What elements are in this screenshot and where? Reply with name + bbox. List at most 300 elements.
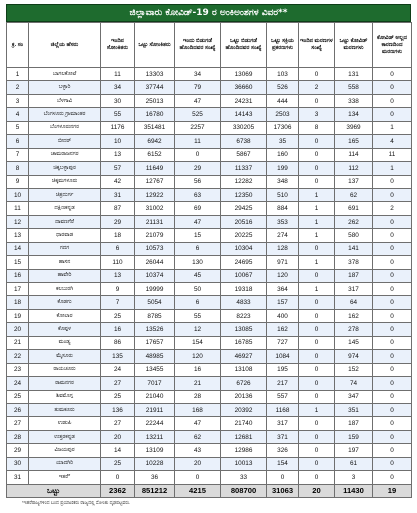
today-discharged-cell: 2257	[175, 121, 221, 134]
active-cases-cell: 317	[267, 417, 299, 430]
today-deaths-cell: 0	[299, 175, 335, 188]
active-cases-cell: 348	[267, 175, 299, 188]
district-cell: ಕೊಪ್ಪಳ	[29, 323, 101, 336]
table-row	[7, 229, 412, 242]
active-cases-cell: 17306	[267, 121, 299, 134]
active-cases-cell: 1084	[267, 350, 299, 363]
total-covid-deaths-cell: 187	[335, 269, 373, 282]
today-discharged-cell: 45	[175, 269, 221, 282]
total-infected-cell: 5054	[135, 296, 175, 309]
total-covid-deaths-cell: 137	[335, 175, 373, 188]
header-serial: ಕ್ರ. ಸಂ	[7, 23, 29, 68]
total-discharged-cell: 6738	[221, 135, 267, 148]
table-header-row	[7, 23, 412, 68]
table-row	[7, 188, 412, 201]
total-covid-deaths-cell: 114	[335, 148, 373, 161]
serial-cell: 22	[7, 350, 29, 363]
serial-cell: 24	[7, 377, 29, 390]
table-row	[7, 296, 412, 309]
serial-cell: 3	[7, 94, 29, 107]
total-infected-cell: 11649	[135, 162, 175, 175]
active-cases-cell: 195	[267, 363, 299, 376]
total-infected-cell: 21131	[135, 215, 175, 228]
today-discharged-cell: 130	[175, 256, 221, 269]
today-deaths-cell: 0	[299, 94, 335, 107]
active-cases-cell: 199	[267, 162, 299, 175]
total-infected-cell: 10374	[135, 269, 175, 282]
header-non-covid-deaths: ಕೋವಿಡ್ ಅಲ್ಲದ ಕಾರಣದಿಂದ ಮರಣಗಳು	[373, 23, 412, 68]
total-discharged-cell: 20225	[221, 229, 267, 242]
total-discharged-cell: 20136	[221, 390, 267, 403]
non-covid-deaths-cell: 0	[373, 363, 412, 376]
today-deaths-cell: 0	[299, 135, 335, 148]
active-cases-cell: 510	[267, 188, 299, 201]
today-deaths-cell: 0	[299, 68, 335, 81]
today-discharged-cell: 12	[175, 323, 221, 336]
table-row	[7, 350, 412, 363]
total-covid-deaths-cell: 317	[335, 283, 373, 296]
total-covid-deaths-cell: 3	[335, 471, 373, 484]
total-covid-deaths-cell: 3969	[335, 121, 373, 134]
table-row	[7, 162, 412, 175]
today-discharged-cell: 28	[175, 390, 221, 403]
today-discharged-cell: 69	[175, 202, 221, 215]
total-covid-deaths-cell: 159	[335, 430, 373, 443]
total-discharged-cell: 10013	[221, 457, 267, 470]
district-cell: ಬಾಗಲಕೋಟೆ	[29, 68, 101, 81]
total-infected-cell: 13211	[135, 430, 175, 443]
total-discharged-cell: 6726	[221, 377, 267, 390]
table-row	[7, 94, 412, 107]
district-cell: ಯಾದಗಿರಿ	[29, 457, 101, 470]
today-infected-cell: 27	[101, 417, 135, 430]
total-discharged-cell: 10304	[221, 242, 267, 255]
today-infected-cell: 10	[101, 135, 135, 148]
active-cases-cell: 103	[267, 68, 299, 81]
serial-cell: 7	[7, 148, 29, 161]
total-covid-deaths-cell: 61	[335, 457, 373, 470]
non-covid-deaths-cell: 0	[373, 377, 412, 390]
total-infected-cell: 19999	[135, 283, 175, 296]
today-infected-cell: 27	[101, 377, 135, 390]
active-cases-cell: 727	[267, 336, 299, 349]
today-discharged-cell: 47	[175, 215, 221, 228]
today-discharged-cell: 79	[175, 81, 221, 94]
today-deaths-cell: 0	[299, 309, 335, 322]
total-infected-cell: 48985	[135, 350, 175, 363]
total-infected-cell: 16780	[135, 108, 175, 121]
header-today-discharged: ಇಂದು ಬಿಡುಗಡೆ ಹೊಂದಿದವರ ಸಂಖ್ಯೆ	[175, 23, 221, 68]
table-row	[7, 417, 412, 430]
total-infected-cell: 17657	[135, 336, 175, 349]
total-discharged-cell: 4833	[221, 296, 267, 309]
today-infected-cell: 1176	[101, 121, 135, 134]
today-infected-cell: 20	[101, 430, 135, 443]
district-cell: ಹಾವೇರಿ	[29, 269, 101, 282]
district-cell: ಮಂಡ್ಯ	[29, 336, 101, 349]
total-discharged-cell: 13069	[221, 68, 267, 81]
total-infected-cell: 6942	[135, 135, 175, 148]
total-discharged-cell: 20516	[221, 215, 267, 228]
today-deaths-cell: 0	[299, 430, 335, 443]
district-cell: ಬಳ್ಳಾರಿ	[29, 81, 101, 94]
table-row	[7, 309, 412, 322]
serial-cell: 12	[7, 215, 29, 228]
today-infected-cell: 24	[101, 363, 135, 376]
district-cell: ತುಮಕೂರು	[29, 403, 101, 416]
today-discharged-cell: 50	[175, 283, 221, 296]
serial-cell: 27	[7, 417, 29, 430]
district-cell: ಕೋಲಾರ	[29, 309, 101, 322]
today-infected-cell: 34	[101, 81, 135, 94]
total-infected-cell: 13526	[135, 323, 175, 336]
serial-cell: 21	[7, 336, 29, 349]
total-discharged-cell: 46927	[221, 350, 267, 363]
total-infected-cell: 21079	[135, 229, 175, 242]
total-label: ಒಟ್ಟು	[7, 484, 101, 497]
total-total-discharged: 808700	[221, 484, 267, 497]
today-infected-cell: 7	[101, 296, 135, 309]
total-infected-cell: 8785	[135, 309, 175, 322]
table-row	[7, 135, 412, 148]
today-discharged-cell: 15	[175, 229, 221, 242]
header-total-discharged: ಒಟ್ಟು ಬಿಡುಗಡೆ ಹೊಂದಿದವರ ಸಂಖ್ಯೆ	[221, 23, 267, 68]
total-infected-cell: 12922	[135, 188, 175, 201]
total-discharged-cell: 21740	[221, 417, 267, 430]
today-infected-cell: 29	[101, 215, 135, 228]
non-covid-deaths-cell: 0	[373, 430, 412, 443]
serial-cell: 19	[7, 309, 29, 322]
today-discharged-cell: 0	[175, 148, 221, 161]
non-covid-deaths-cell: 0	[373, 242, 412, 255]
header-today-deaths: ಇಂದಿನ ಮರಣಗಳ ಸಂಖ್ಯೆ	[299, 23, 335, 68]
total-infected-cell: 7017	[135, 377, 175, 390]
non-covid-deaths-cell: 0	[373, 256, 412, 269]
total-discharged-cell: 16785	[221, 336, 267, 349]
active-cases-cell: 444	[267, 94, 299, 107]
table-row	[7, 202, 412, 215]
active-cases-cell: 2503	[267, 108, 299, 121]
total-today-infected: 2362	[101, 484, 135, 497]
total-covid-deaths-cell: 187	[335, 417, 373, 430]
total-infected-cell: 25013	[135, 94, 175, 107]
active-cases-cell: 971	[267, 256, 299, 269]
total-covid-deaths-cell: 165	[335, 135, 373, 148]
today-infected-cell: 11	[101, 68, 135, 81]
today-infected-cell: 87	[101, 202, 135, 215]
serial-cell: 10	[7, 188, 29, 201]
total-infected-cell: 351481	[135, 121, 175, 134]
district-cell: ಚಿಕ್ಕಬಳ್ಳಾಪುರ	[29, 162, 101, 175]
district-cell: ವಿಜಯಪುರ	[29, 444, 101, 457]
serial-cell: 25	[7, 390, 29, 403]
non-covid-deaths-cell: 0	[373, 175, 412, 188]
total-covid-deaths-cell: 262	[335, 215, 373, 228]
total-covid-deaths: 11430	[335, 484, 373, 497]
non-covid-deaths-cell: 1	[373, 121, 412, 134]
non-covid-deaths-cell: 0	[373, 94, 412, 107]
table-row	[7, 444, 412, 457]
table-row	[7, 269, 412, 282]
serial-cell: 20	[7, 323, 29, 336]
total-discharged-cell: 12282	[221, 175, 267, 188]
total-covid-deaths-cell: 974	[335, 350, 373, 363]
total-discharged-cell: 33	[221, 471, 267, 484]
total-covid-deaths-cell: 141	[335, 242, 373, 255]
active-cases-cell: 35	[267, 135, 299, 148]
total-discharged-cell: 13085	[221, 323, 267, 336]
district-cell: ದಕ್ಷಿಣಕನ್ನಡ	[29, 202, 101, 215]
today-deaths-cell: 1	[299, 403, 335, 416]
total-discharged-cell: 5867	[221, 148, 267, 161]
active-cases-cell: 400	[267, 309, 299, 322]
non-covid-deaths-cell: 0	[373, 283, 412, 296]
non-covid-deaths-cell: 0	[373, 296, 412, 309]
total-infected-cell: 26044	[135, 256, 175, 269]
today-infected-cell: 18	[101, 229, 135, 242]
today-deaths-cell: 0	[299, 269, 335, 282]
total-covid-deaths-cell: 691	[335, 202, 373, 215]
district-cell: ಬೆಳಗಾವಿ	[29, 94, 101, 107]
non-covid-deaths-cell: 11	[373, 148, 412, 161]
today-infected-cell: 0	[101, 471, 135, 484]
active-cases-cell: 1168	[267, 403, 299, 416]
today-infected-cell: 14	[101, 444, 135, 457]
total-covid-deaths-cell: 347	[335, 390, 373, 403]
district-cell: ಚಿಕ್ಕಮಗಳೂರು	[29, 175, 101, 188]
table-row	[7, 81, 412, 94]
non-covid-deaths-cell: 4	[373, 135, 412, 148]
total-infected-cell: 21040	[135, 390, 175, 403]
header-district: ಜಿಲ್ಲೆಯ ಹೆಸರು	[29, 23, 101, 68]
total-infected-cell: 36	[135, 471, 175, 484]
active-cases-cell: 128	[267, 242, 299, 255]
active-cases-cell: 160	[267, 148, 299, 161]
today-infected-cell: 30	[101, 94, 135, 107]
serial-cell: 15	[7, 256, 29, 269]
today-infected-cell: 13	[101, 269, 135, 282]
today-deaths-cell: 0	[299, 242, 335, 255]
total-discharged-cell: 36660	[221, 81, 267, 94]
serial-cell: 13	[7, 229, 29, 242]
today-discharged-cell: 0	[175, 471, 221, 484]
district-cell: ಕಲಬುರಗಿ	[29, 283, 101, 296]
district-stats-table	[6, 22, 412, 498]
table-row	[7, 336, 412, 349]
active-cases-cell: 557	[267, 390, 299, 403]
table-row	[7, 403, 412, 416]
today-discharged-cell: 16	[175, 363, 221, 376]
table-row	[7, 256, 412, 269]
total-covid-deaths-cell: 134	[335, 108, 373, 121]
table-row	[7, 108, 412, 121]
today-deaths-cell: 8	[299, 121, 335, 134]
non-covid-deaths-cell: 0	[373, 457, 412, 470]
total-covid-deaths-cell: 145	[335, 336, 373, 349]
total-covid-deaths-cell: 338	[335, 94, 373, 107]
district-cell: ಬೆಂಗಳೂರು ಗ್ರಾಮಾಂತರ	[29, 108, 101, 121]
serial-cell: 11	[7, 202, 29, 215]
today-deaths-cell: 2	[299, 81, 335, 94]
total-infected-cell: 22244	[135, 417, 175, 430]
today-discharged-cell: 168	[175, 403, 221, 416]
total-discharged-cell: 24695	[221, 256, 267, 269]
serial-cell: 29	[7, 444, 29, 457]
total-covid-deaths-cell: 351	[335, 403, 373, 416]
table-body	[7, 68, 412, 485]
serial-cell: 4	[7, 108, 29, 121]
today-discharged-cell: 21	[175, 377, 221, 390]
non-covid-deaths-cell: 0	[373, 417, 412, 430]
total-discharged-cell: 24231	[221, 94, 267, 107]
total-covid-deaths-cell: 378	[335, 256, 373, 269]
today-discharged-cell: 154	[175, 336, 221, 349]
today-infected-cell: 110	[101, 256, 135, 269]
table-row	[7, 457, 412, 470]
serial-cell: 16	[7, 269, 29, 282]
district-cell: ಚಾಮರಾಜನಗರ	[29, 148, 101, 161]
total-today-discharged: 4215	[175, 484, 221, 497]
today-infected-cell: 55	[101, 108, 135, 121]
today-discharged-cell: 29	[175, 162, 221, 175]
active-cases-cell: 217	[267, 377, 299, 390]
footnote: *ಇತರೆರಾಜ್ಯಗಳಿಂದ ಬಂದ ಪ್ರಯಾಣಿಕರು ರಾಜ್ಯದಲ್ಲಿ ಸೋಂಕು ದೃಢಪಟ್ಟವರು.	[22, 499, 131, 505]
serial-cell: 31	[7, 471, 29, 484]
total-infected-cell: 10573	[135, 242, 175, 255]
non-covid-deaths-cell: 0	[373, 229, 412, 242]
table-row	[7, 175, 412, 188]
total-discharged-cell: 19318	[221, 283, 267, 296]
today-deaths-cell: 0	[299, 350, 335, 363]
serial-cell: 8	[7, 162, 29, 175]
total-covid-deaths-cell: 197	[335, 444, 373, 457]
district-cell: ರಾಮನಗರ	[29, 377, 101, 390]
total-discharged-cell: 10067	[221, 269, 267, 282]
today-discharged-cell: 47	[175, 417, 221, 430]
serial-cell: 17	[7, 283, 29, 296]
non-covid-deaths-cell: 0	[373, 269, 412, 282]
serial-cell: 6	[7, 135, 29, 148]
non-covid-deaths-cell: 0	[373, 471, 412, 484]
non-covid-deaths-cell: 0	[373, 215, 412, 228]
active-cases-cell: 157	[267, 296, 299, 309]
serial-cell: 5	[7, 121, 29, 134]
total-discharged-cell: 8223	[221, 309, 267, 322]
total-infected-cell: 37744	[135, 81, 175, 94]
table-row	[7, 148, 412, 161]
total-covid-deaths-cell: 558	[335, 81, 373, 94]
active-cases-cell: 353	[267, 215, 299, 228]
total-today-deaths: 20	[299, 484, 335, 497]
district-cell: ಚಿತ್ರದುರ್ಗ	[29, 188, 101, 201]
non-covid-deaths-cell: 1	[373, 162, 412, 175]
today-discharged-cell: 20	[175, 457, 221, 470]
active-cases-cell: 884	[267, 202, 299, 215]
serial-cell: 14	[7, 242, 29, 255]
today-discharged-cell: 62	[175, 430, 221, 443]
header-today-infected: ಇಂದಿನ ಸೋಂಕಿತರು	[101, 23, 135, 68]
today-deaths-cell: 0	[299, 471, 335, 484]
today-deaths-cell: 0	[299, 444, 335, 457]
table-row	[7, 430, 412, 443]
today-deaths-cell: 0	[299, 390, 335, 403]
serial-cell: 30	[7, 457, 29, 470]
today-infected-cell: 25	[101, 390, 135, 403]
district-cell: ಧಾರವಾಡ	[29, 229, 101, 242]
total-covid-deaths-cell: 112	[335, 162, 373, 175]
today-discharged-cell: 120	[175, 350, 221, 363]
today-discharged-cell: 55	[175, 309, 221, 322]
total-covid-deaths-cell: 74	[335, 377, 373, 390]
today-infected-cell: 135	[101, 350, 135, 363]
report-title: ಜಿಲ್ಲಾವಾರು ಕೋವಿಡ್-19 ರ ಅಂಕಿಅಂಶಗಳ ವಿವರ**	[6, 4, 411, 22]
total-discharged-cell: 12681	[221, 430, 267, 443]
today-infected-cell: 6	[101, 242, 135, 255]
non-covid-deaths-cell: 0	[373, 403, 412, 416]
total-discharged-cell: 11337	[221, 162, 267, 175]
today-discharged-cell: 6	[175, 242, 221, 255]
table-row	[7, 377, 412, 390]
today-discharged-cell: 6	[175, 296, 221, 309]
non-covid-deaths-cell: 0	[373, 108, 412, 121]
today-deaths-cell: 3	[299, 108, 335, 121]
district-cell: ಮೈಸೂರು	[29, 350, 101, 363]
non-covid-deaths-cell: 2	[373, 202, 412, 215]
active-cases-cell: 162	[267, 323, 299, 336]
total-infected-cell: 31002	[135, 202, 175, 215]
today-discharged-cell: 43	[175, 444, 221, 457]
today-infected-cell: 136	[101, 403, 135, 416]
total-discharged-cell: 12350	[221, 188, 267, 201]
total-non-covid-deaths: 19	[373, 484, 412, 497]
total-discharged-cell: 29425	[221, 202, 267, 215]
today-deaths-cell: 0	[299, 417, 335, 430]
table-row	[7, 283, 412, 296]
serial-cell: 18	[7, 296, 29, 309]
serial-cell: 1	[7, 68, 29, 81]
today-deaths-cell: 1	[299, 256, 335, 269]
today-deaths-cell: 0	[299, 323, 335, 336]
table-row	[7, 471, 412, 484]
today-infected-cell: 25	[101, 309, 135, 322]
today-infected-cell: 9	[101, 283, 135, 296]
active-cases-cell: 274	[267, 229, 299, 242]
total-covid-deaths-cell: 152	[335, 363, 373, 376]
today-deaths-cell: 0	[299, 377, 335, 390]
total-active-cases: 31063	[267, 484, 299, 497]
total-infected-cell: 21911	[135, 403, 175, 416]
total-discharged-cell: 14143	[221, 108, 267, 121]
total-discharged-cell: 330205	[221, 121, 267, 134]
table-row	[7, 68, 412, 81]
non-covid-deaths-cell: 0	[373, 309, 412, 322]
total-covid-deaths-cell: 278	[335, 323, 373, 336]
today-deaths-cell: 0	[299, 148, 335, 161]
total-covid-deaths-cell: 580	[335, 229, 373, 242]
total-discharged-cell: 20392	[221, 403, 267, 416]
today-infected-cell: 25	[101, 457, 135, 470]
non-covid-deaths-cell: 0	[373, 68, 412, 81]
total-covid-deaths-cell: 62	[335, 188, 373, 201]
non-covid-deaths-cell: 0	[373, 350, 412, 363]
serial-cell: 9	[7, 175, 29, 188]
district-cell: ದಾವಣಗೆರೆ	[29, 215, 101, 228]
table-row	[7, 215, 412, 228]
today-discharged-cell: 11	[175, 135, 221, 148]
total-covid-deaths-cell: 162	[335, 309, 373, 322]
today-deaths-cell: 0	[299, 457, 335, 470]
serial-cell: 23	[7, 363, 29, 376]
